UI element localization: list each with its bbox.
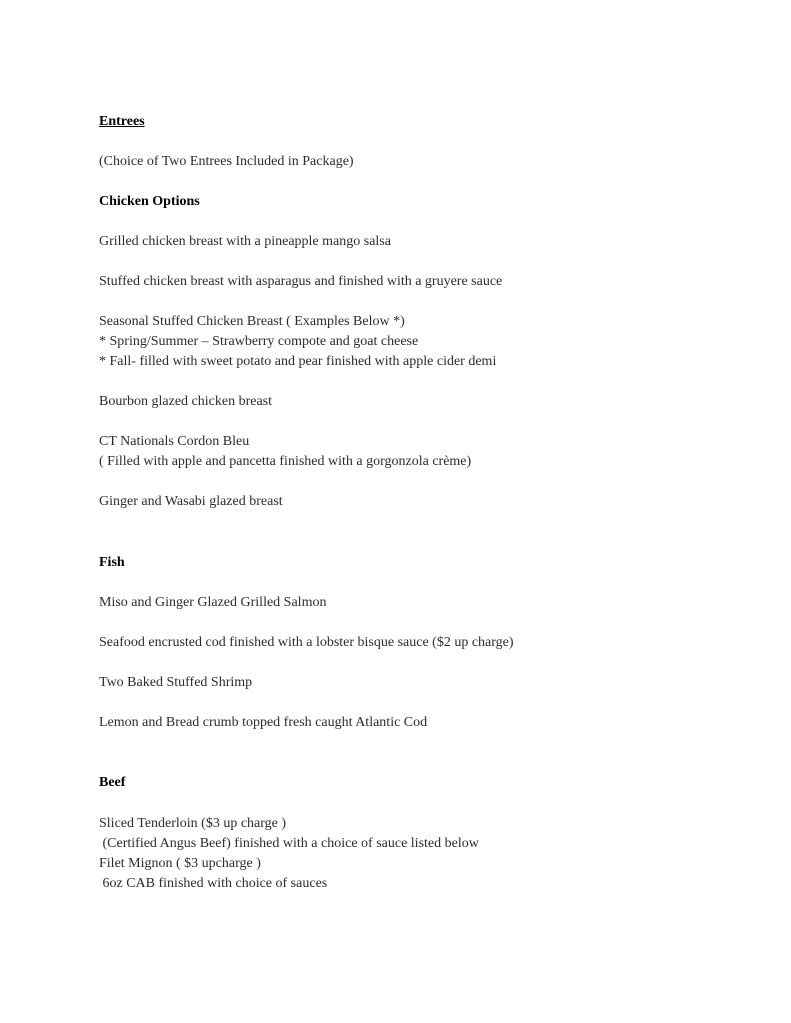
section-heading-chicken: Chicken Options xyxy=(99,194,200,209)
menu-item: Sliced Tenderloin ($3 up charge ) xyxy=(99,816,287,831)
menu-item: Stuffed chicken breast with asparagus and finished with a gruyere sauce xyxy=(99,274,503,289)
menu-item: Seafood encrusted cod finished with a lobster bisque sauce ($2 up charge) xyxy=(99,635,514,650)
menu-item-note: * Fall- filled with sweet potato and pear finished with apple cider demi xyxy=(99,354,497,369)
menu-item-note: (Certified Angus Beef) finished with a choice of sauce listed below xyxy=(99,836,479,851)
menu-item: Filet Mignon ( $3 upcharge ) xyxy=(99,856,261,871)
menu-item: Lemon and Bread crumb topped fresh caught Atlantic Cod xyxy=(99,715,428,730)
menu-item: Miso and Ginger Glazed Grilled Salmon xyxy=(99,595,327,610)
menu-item-note: 6oz CAB finished with choice of sauces xyxy=(99,876,328,891)
menu-item: Grilled chicken breast with a pineapple mango salsa xyxy=(99,234,391,249)
section-heading-beef: Beef xyxy=(99,775,126,790)
page-title: Entrees xyxy=(99,114,145,129)
menu-item: CT Nationals Cordon Bleu xyxy=(99,434,250,449)
menu-item: Seasonal Stuffed Chicken Breast ( Examples Below *) xyxy=(99,314,405,329)
section-heading-fish: Fish xyxy=(99,555,125,570)
menu-item: Two Baked Stuffed Shrimp xyxy=(99,675,253,690)
menu-item: Bourbon glazed chicken breast xyxy=(99,394,272,409)
menu-item-note: ( Filled with apple and pancetta finished with a gorgonzola crème) xyxy=(99,454,472,469)
menu-item-note: * Spring/Summer – Strawberry compote and goat cheese xyxy=(99,334,419,349)
page-subtitle: (Choice of Two Entrees Included in Package) xyxy=(99,154,354,169)
menu-item: Ginger and Wasabi glazed breast xyxy=(99,494,283,509)
